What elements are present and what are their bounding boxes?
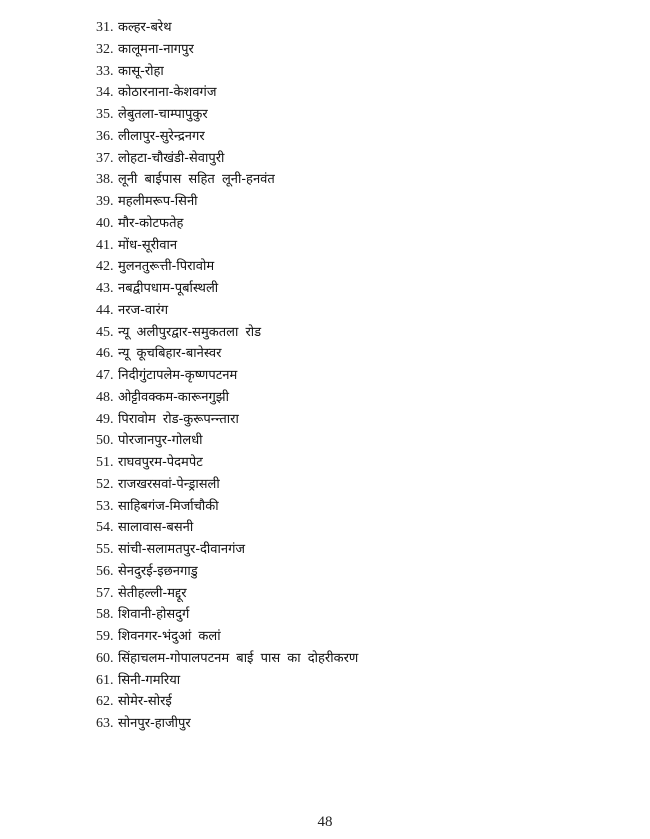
item-text: सेनदुरई-इछनगाडु <box>118 563 198 579</box>
list-item <box>96 691 358 713</box>
list-item <box>96 670 358 692</box>
item-text: नबद्वीपधाम-पूर्बास्थली <box>118 281 219 296</box>
item-text: लेबुतला-चाम्पापुकुर <box>118 107 208 122</box>
item-text: सोमेर-सोरई <box>118 694 172 710</box>
list-item <box>96 343 358 365</box>
list-item <box>96 387 358 409</box>
list-item <box>96 322 358 344</box>
item-text: नरज-वारंग <box>118 302 169 318</box>
item-number: 35. <box>96 107 114 122</box>
item-number: 56. <box>96 563 114 579</box>
item-number: 39. <box>96 194 114 209</box>
item-text: राजखरसवां-पेन्ड्रासली <box>118 476 220 492</box>
item-number: 49. <box>96 411 114 427</box>
item-text: राघवपुरम-पेदमपेट <box>118 455 203 470</box>
item-number: 57. <box>96 585 114 601</box>
item-text: सालावास-बसनी <box>118 520 194 536</box>
item-text: पिरावोम रोड-कुरूपन्न्तारा <box>118 411 239 427</box>
item-number: 31. <box>96 20 114 35</box>
list-item <box>96 126 358 148</box>
item-text: मोंध-सूरीवान <box>118 237 178 253</box>
list-item <box>96 17 358 39</box>
list-item <box>96 148 358 170</box>
item-text: पोरजानपुर-गोलधी <box>118 433 203 449</box>
list-item <box>96 626 358 648</box>
item-number: 59. <box>96 629 114 644</box>
item-number: 47. <box>96 368 114 383</box>
page-number: 48 <box>317 814 333 830</box>
list-item <box>96 604 358 626</box>
list-item <box>96 213 358 235</box>
item-text: सेतीहल्ली-मद्दूर <box>118 585 187 601</box>
item-text: ओट्टीवक्कम-कारूनगुझी <box>118 389 229 405</box>
item-number: 54. <box>96 520 114 536</box>
list-item <box>96 561 358 583</box>
list-item <box>96 713 358 735</box>
item-text: सोनपुर-हाजीपुर <box>118 716 191 731</box>
item-text: लूनी बाईपास सहित लूनी-हनवंत <box>118 172 275 188</box>
item-number: 34. <box>96 85 114 101</box>
list-item <box>96 496 358 518</box>
item-number: 37. <box>96 150 114 166</box>
project-list <box>96 17 358 735</box>
list-item <box>96 256 358 278</box>
list-item <box>96 104 358 126</box>
item-number: 32. <box>96 41 114 57</box>
list-item <box>96 82 358 104</box>
item-number: 36. <box>96 128 114 144</box>
list-item <box>96 583 358 605</box>
item-text: महलीमरूप-सिनी <box>118 194 198 209</box>
item-number: 33. <box>96 63 114 79</box>
item-text: शिवनगर-भंदुआं कलां <box>118 629 221 644</box>
item-number: 63. <box>96 716 114 731</box>
item-text: सिनी-गमरिया <box>118 672 181 688</box>
list-item <box>96 517 358 539</box>
item-number: 40. <box>96 215 114 231</box>
list-item <box>96 300 358 322</box>
list-item <box>96 169 358 191</box>
item-number: 60. <box>96 650 114 666</box>
item-text: कोठारनाना-केशवगंज <box>118 85 217 101</box>
list-item <box>96 191 358 213</box>
item-number: 38. <box>96 172 114 188</box>
item-text: मुलनतुरूत्ती-पिरावोम <box>118 259 215 275</box>
item-text: लीलापुर-सुरेन्द्रनगर <box>118 128 205 144</box>
item-text: कालूमना-नागपुर <box>118 41 194 57</box>
item-number: 50. <box>96 433 114 449</box>
item-number: 55. <box>96 542 114 557</box>
item-number: 46. <box>96 346 114 362</box>
list-item <box>96 474 358 496</box>
list-item <box>96 539 358 561</box>
list-item <box>96 409 358 431</box>
list-item <box>96 278 358 300</box>
list-item <box>96 39 358 61</box>
item-number: 52. <box>96 476 114 492</box>
item-number: 61. <box>96 672 114 688</box>
item-number: 41. <box>96 237 114 253</box>
item-text: लोहटा-चौखंडी-सेवापुरी <box>118 150 225 166</box>
list-item <box>96 648 358 670</box>
item-text: कल्हर-बरेथ <box>118 20 172 35</box>
item-text: कासू-रोहा <box>118 63 164 79</box>
item-number: 42. <box>96 259 114 275</box>
item-number: 44. <box>96 302 114 318</box>
list-item <box>96 430 358 452</box>
list-item <box>96 365 358 387</box>
item-text: सांची-सलामतपुर-दीवानगंज <box>118 542 246 557</box>
item-text: साहिबगंज-मिर्जाचौकी <box>118 498 219 514</box>
item-text: सिंहाचलम-गोपालपटनम बाई पास का दोहरीकरण <box>118 650 359 666</box>
list-item <box>96 61 358 83</box>
item-number: 48. <box>96 389 114 405</box>
item-number: 51. <box>96 455 114 470</box>
item-text: न्यू अलीपुरद्वार-समुकतला रोड <box>118 324 262 340</box>
item-text: मौर-कोटफतेह <box>118 215 184 231</box>
item-text: निदीगुंटापलेम-कृष्णपटनम <box>118 368 238 383</box>
list-item <box>96 452 358 474</box>
list-item <box>96 235 358 257</box>
item-number: 45. <box>96 324 114 340</box>
item-number: 53. <box>96 498 114 514</box>
item-text: न्यू कूचबिहार-बानेस्वर <box>118 346 222 362</box>
item-number: 62. <box>96 694 114 710</box>
item-text: शिवानी-होसदुर्ग <box>118 607 190 623</box>
item-number: 43. <box>96 281 114 296</box>
item-number: 58. <box>96 607 114 623</box>
